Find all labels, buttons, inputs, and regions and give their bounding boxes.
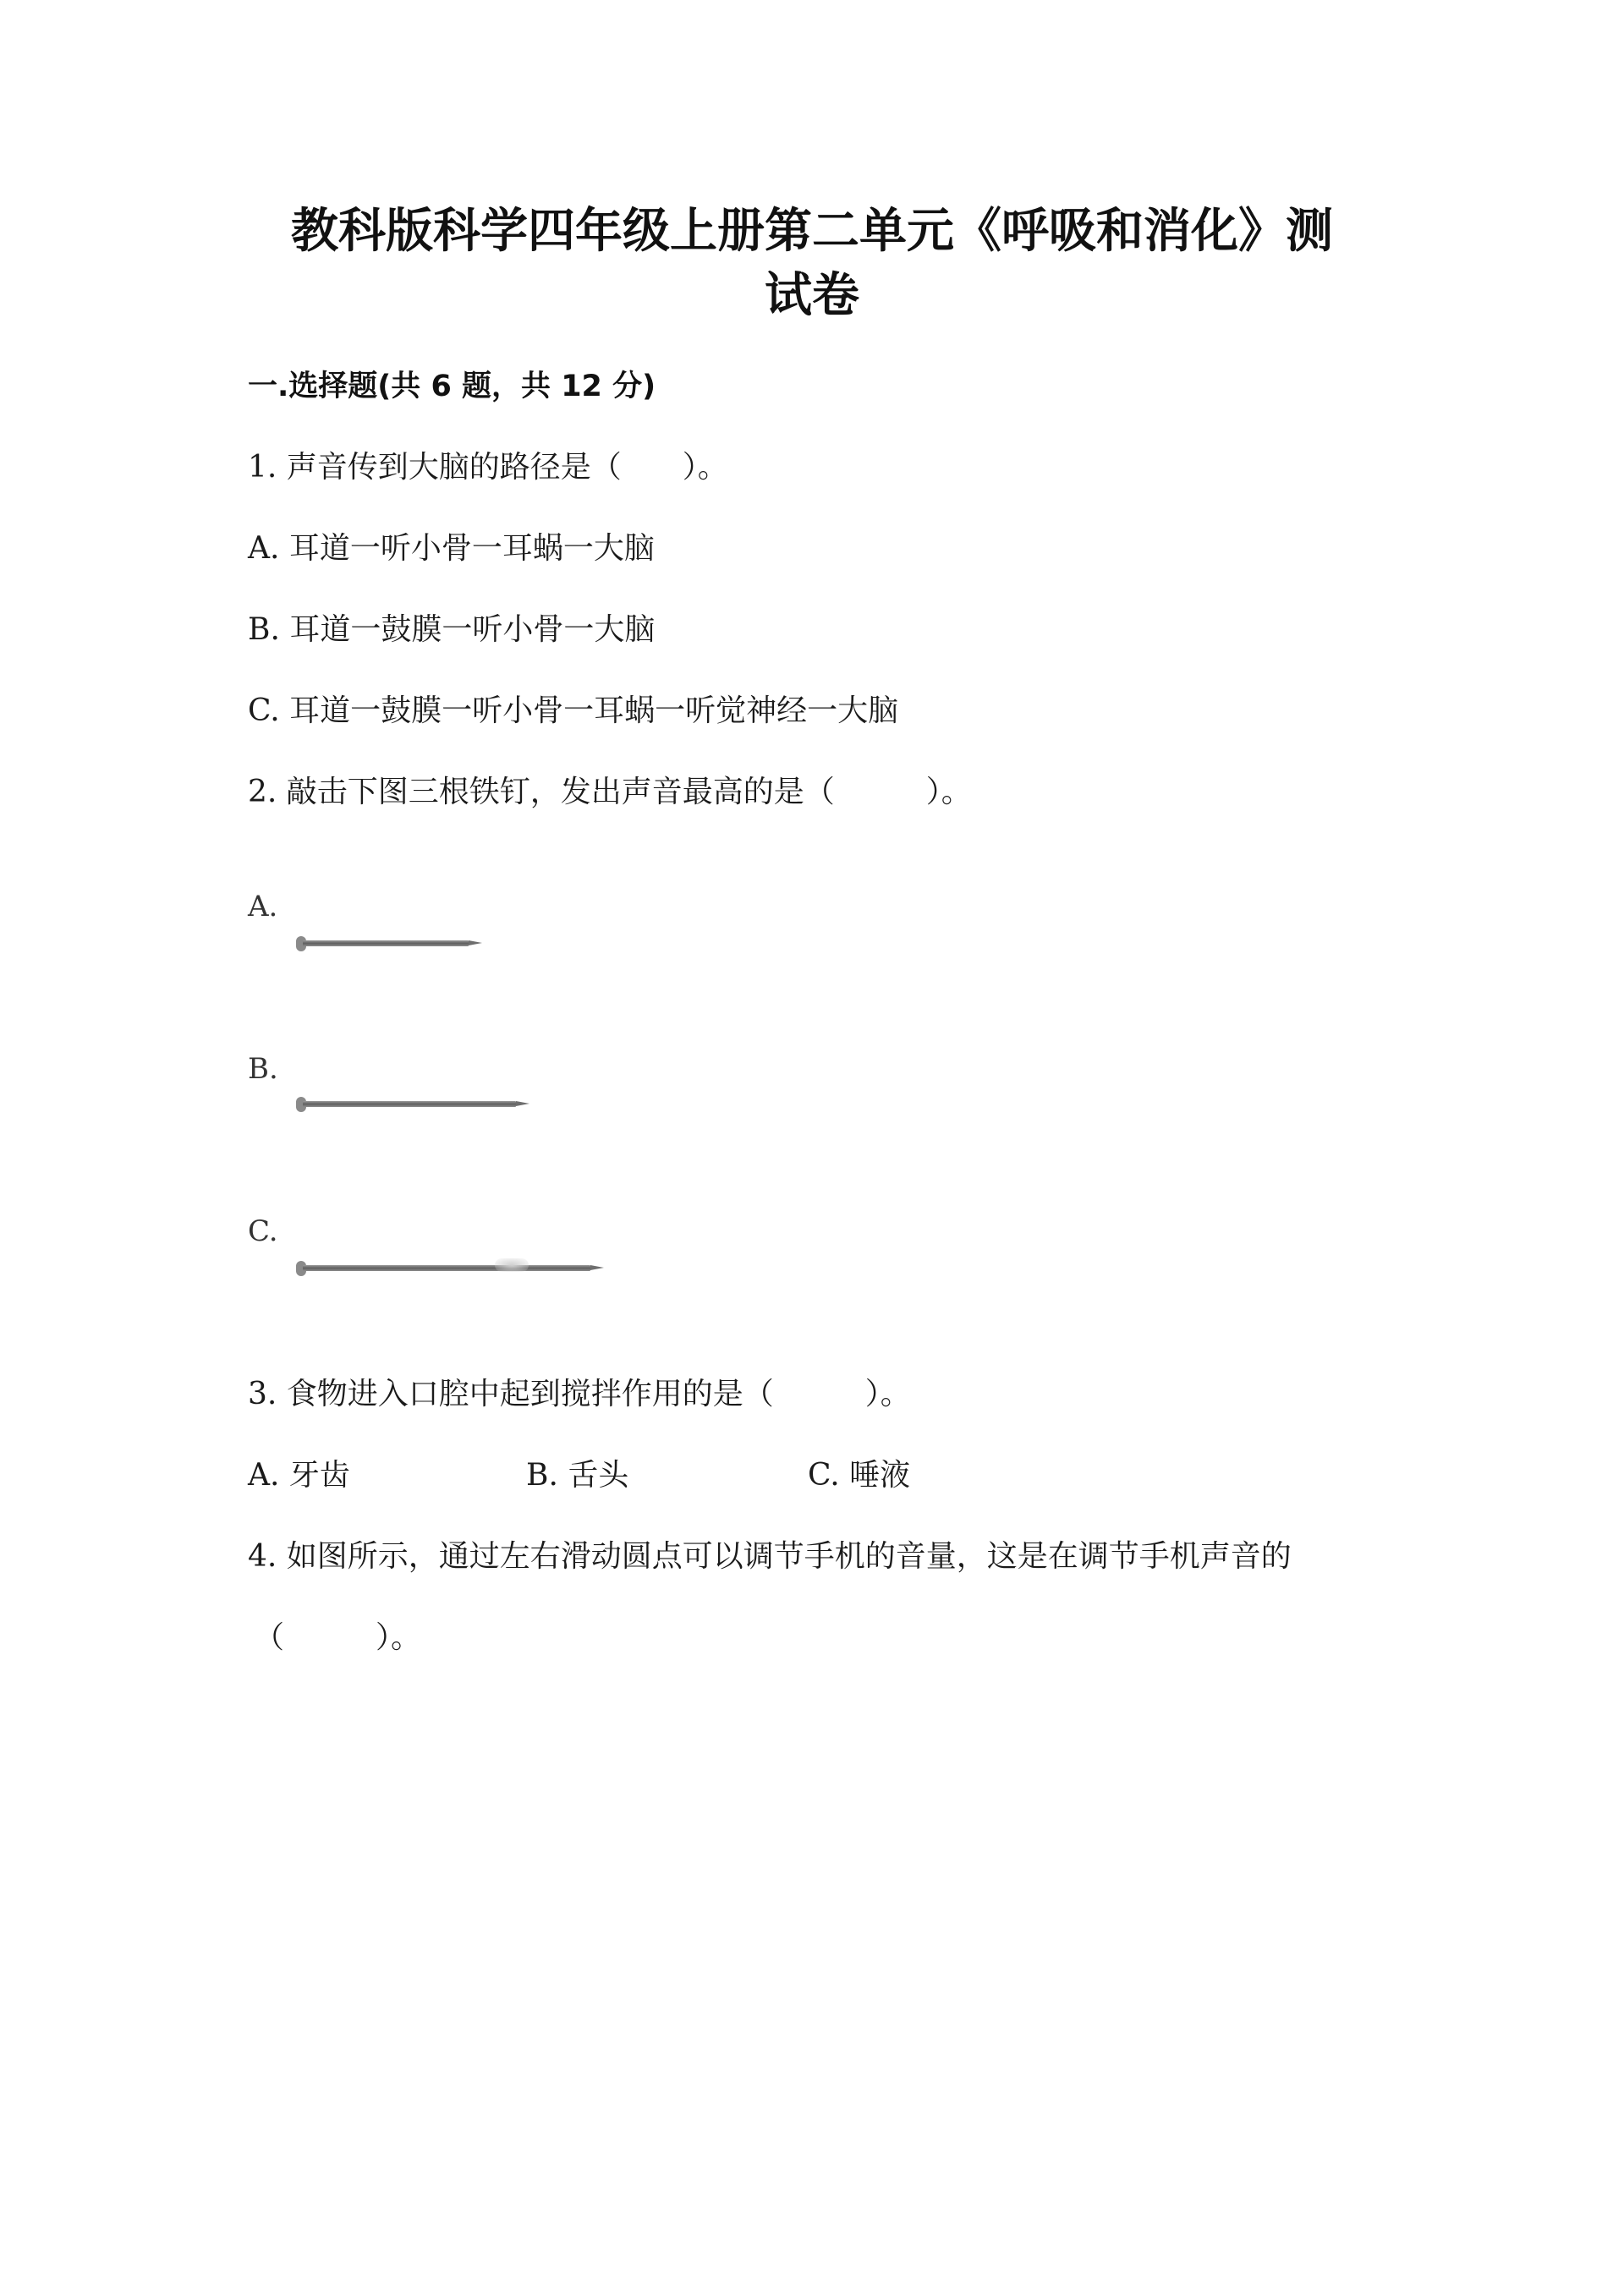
question-4-stem-line2: （ ）。 [254,1620,422,1655]
scan-smudge [495,1258,529,1272]
question-4-stem-line1: 4. 如图所示，通过左右滑动圆点可以调节手机的音量，这是在调节手机声音的 [248,1539,1292,1574]
nail-image-b [296,1099,529,1110]
question-3-option-b: B. 舌头 [526,1458,629,1493]
question-1-option-b: B. 耳道一鼓膜一听小骨一大脑 [248,612,656,647]
nail-image-a [296,939,482,949]
question-2-stem: 2. 敲击下图三根铁钉，发出声音最高的是（ ）。 [248,775,972,809]
question-3-option-c: C. 唾液 [808,1458,911,1493]
nail-image-c [296,1263,605,1274]
question-2-option-a: A. [248,890,278,923]
question-3-stem: 3. 食物进入口腔中起到搅拌作用的是（ ）。 [248,1377,911,1411]
question-2-option-b: B. [248,1052,278,1086]
question-2-option-c: C. [248,1214,278,1248]
question-1-option-a: A. 耳道一听小骨一耳蜗一大脑 [248,531,655,566]
question-1-option-c: C. 耳道一鼓膜一听小骨一耳蜗一听觉神经一大脑 [248,693,899,728]
exam-title-line1: 教科版科学四年级上册第二单元《呼吸和消化》测 [291,204,1333,259]
section-heading-choice: 一.选择题(共 6 题，共 12 分) [248,370,656,403]
question-3-option-a: A. 牙齿 [248,1458,350,1493]
exam-title-line2: 试卷 [765,268,859,323]
question-1-stem: 1. 声音传到大脑的路径是（ ）。 [248,450,728,485]
